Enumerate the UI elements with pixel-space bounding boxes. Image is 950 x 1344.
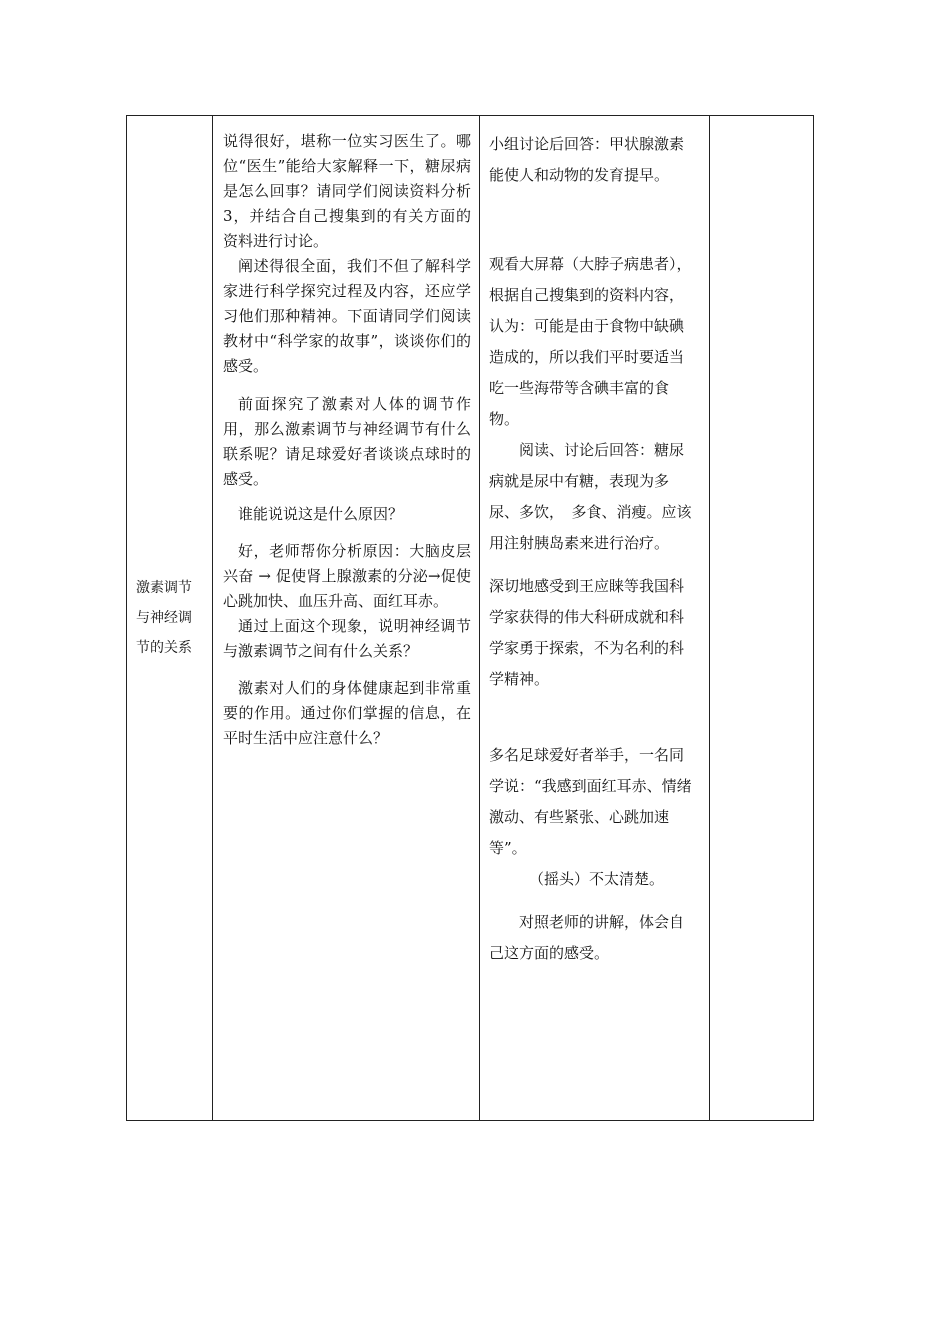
lesson-plan-table — [126, 115, 814, 1121]
teacher-paragraph: 谁能说说这是什么原因？ — [238, 505, 404, 523]
student-paragraph: 阅读、讨论后回答：糖尿病就是尿中有糖，表现为多尿、多饮， 多食、消瘦。应该用注射胰岛素来进行治疗。 — [489, 441, 692, 552]
student-paragraph: 深切地感受到王应睐等我国科学家获得的伟大科研成就和科学家勇于探索，不为名利的科学精神。 — [489, 577, 685, 688]
table-row — [127, 116, 814, 1121]
teacher-paragraph: 说得很好，堪称一位实习医生了。哪位“医生”能给大家解释一下，糖尿病是怎么回事？请同学们阅读资料分析3，并结合自己搜集到的有关方面的资料进行讨论。 — [223, 132, 471, 250]
teacher-paragraph: 阐述得很全面，我们不但了解科学家进行科学探究过程及内容，还应学习他们那种精神。下面请同学们阅读教材中“科学家的故事”，谈谈你们的感受。 — [223, 257, 471, 375]
teacher-paragraph: 激素对人们的身体健康起到非常重要的作用。通过你们掌握的信息，在平时生活中应注意什么？ — [223, 679, 471, 747]
student-paragraph: 多名足球爱好者举手，一名同学说：“我感到面红耳赤、情绪激动、有些紧张、心跳加速等”。 — [489, 746, 692, 857]
teacher-paragraph: 前面探究了激素对人体的调节作用，那么激素调节与神经调节有什么联系呢？请足球爱好者谈谈点球时的感受。 — [223, 395, 471, 488]
student-paragraph: 小组讨论后回答：甲状腺激素能使人和动物的发育提早。 — [489, 135, 685, 184]
teacher-activity-cell — [213, 116, 480, 1121]
teacher-paragraph: 通过上面这个现象，说明神经调节与激素调节之间有什么关系？ — [223, 617, 471, 660]
remark-cell — [710, 116, 814, 1121]
teacher-paragraph: 好，老师帮你分析原因：大脑皮层兴奋 → 促使肾上腺激素的分泌→促使心跳加快、血压升高、面红耳赤。 — [223, 542, 471, 610]
student-paragraph: （摇头）不太清楚。 — [529, 870, 665, 888]
student-paragraph: 观看大屏幕（大脖子病患者），根据自己搜集到的资料内容，认为：可能是由于食物中缺碘造成的，所以我们平时要适当吃一些海带等含碘丰富的食物。 — [489, 255, 692, 428]
student-activity-cell — [480, 116, 710, 1121]
topic-text: 激素调节与神经调节的关系 — [136, 580, 192, 656]
student-paragraph: 对照老师的讲解，体会自己这方面的感受。 — [489, 913, 685, 962]
topic-cell — [127, 116, 213, 1121]
